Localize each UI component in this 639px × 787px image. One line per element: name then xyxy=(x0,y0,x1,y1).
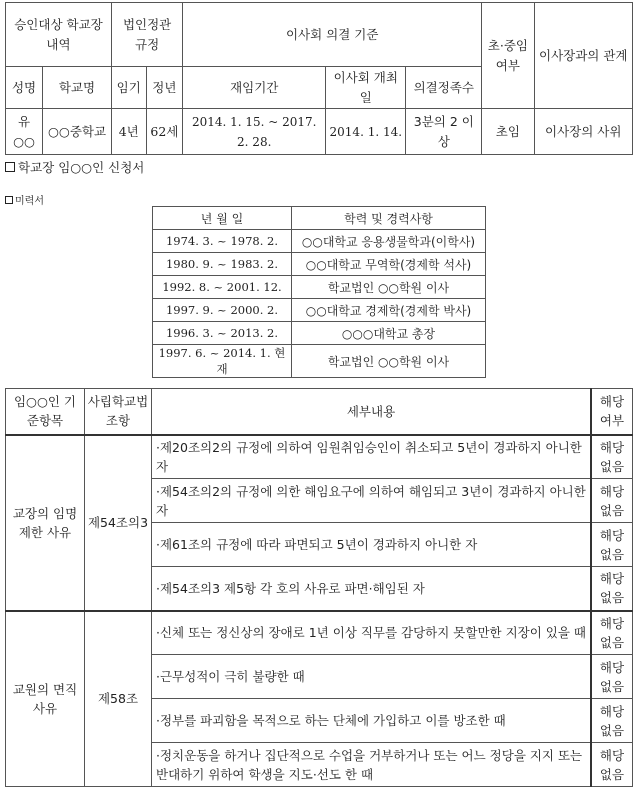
cell-board-date: 2014. 1. 14. xyxy=(326,109,406,155)
criteria-status: 해당없음 xyxy=(591,655,633,699)
application-heading: 학교장 임○○인 신청서 xyxy=(5,158,144,176)
criteria-detail: ·신체 또는 정신상의 장애로 1년 이상 직무를 감당하지 못할만한 지장이 있을 때 xyxy=(152,611,592,655)
resume-heading: 미력서 xyxy=(5,192,44,207)
checkbox-icon xyxy=(5,162,15,172)
table-row xyxy=(153,299,486,322)
criteria-status: 해당없음 xyxy=(591,479,633,523)
group-law: 제58조 xyxy=(85,611,152,787)
resume-detail: 학교법인 ○○학원 이사 xyxy=(292,345,486,378)
criteria-detail: ·제54조의3 제5항 각 호의 사유로 파면·해임된 자 xyxy=(152,567,592,611)
approval-table xyxy=(5,2,633,155)
resume-date: 1974. 3. ~ 1978. 2. xyxy=(153,230,292,253)
relation-header: 이사장과의 관계 xyxy=(534,3,632,109)
table-row xyxy=(153,253,486,276)
resume-detail: ○○대학교 무역학(경제학 석사) xyxy=(292,253,486,276)
resume-date: 1980. 9. ~ 1983. 2. xyxy=(153,253,292,276)
resume-detail: 학교법인 ○○학원 이사 xyxy=(292,276,486,299)
criteria-detail: ·제54조의2의 규정에 의한 해임요구에 의하여 해임되고 3년이 경과하지 아니한 자 xyxy=(152,479,592,523)
subheader-name: 성명 xyxy=(6,67,43,109)
criteria-header-status: 해당여부 xyxy=(591,389,633,435)
first-or-rehire-header: 초·중임 여부 xyxy=(482,3,534,109)
resume-date: 1996. 3. ~ 2013. 2. xyxy=(153,322,292,345)
resume-detail: ○○대학교 경제학(경제학 박사) xyxy=(292,299,486,322)
approval-header: 승인대상 학교장 내역 xyxy=(6,3,112,67)
criteria-detail: ·제61조의 규정에 따라 파면되고 5년이 경과하지 아니한 자 xyxy=(152,523,592,567)
table-row xyxy=(153,322,486,345)
criteria-status: 해당없음 xyxy=(591,523,633,567)
subheader-period: 재임기간 xyxy=(183,67,326,109)
cell-school: ○○중학교 xyxy=(43,109,112,155)
cell-retirement: 62세 xyxy=(146,109,183,155)
group-label: 교장의 임명제한 사유 xyxy=(6,435,85,611)
cell-period: 2014. 1. 15. ~ 2017. 2. 28. xyxy=(183,109,326,155)
resume-date: 1997. 6. ~ 2014. 1. 현재 xyxy=(153,345,292,378)
group-label: 교원의 면직사유 xyxy=(6,611,85,787)
criteria-status: 해당없음 xyxy=(591,435,633,479)
resume-header-date: 년 월 일 xyxy=(153,207,292,230)
board-criteria-header: 이사회 의결 기준 xyxy=(183,3,482,67)
subheader-term: 임기 xyxy=(111,67,146,109)
criteria-status: 해당없음 xyxy=(591,699,633,743)
criteria-status: 해당없음 xyxy=(591,567,633,611)
checkbox-icon xyxy=(5,196,13,204)
criteria-status: 해당없음 xyxy=(591,743,633,787)
resume-detail: ○○대학교 응용생물학과(이학사) xyxy=(292,230,486,253)
resume-date: 1997. 9. ~ 2000. 2. xyxy=(153,299,292,322)
resume-table xyxy=(152,206,486,378)
table-row xyxy=(6,611,633,655)
cell-quorum: 3분의 2 이상 xyxy=(406,109,482,155)
subheader-school: 학교명 xyxy=(43,67,112,109)
cell-name: 유○○ xyxy=(6,109,43,155)
subheader-retirement: 정년 xyxy=(146,67,183,109)
resume-date: 1992. 8. ~ 2001. 12. xyxy=(153,276,292,299)
subheader-board-date: 이사회 개최일 xyxy=(326,67,406,109)
criteria-detail: ·정부를 파괴함을 목적으로 하는 단체에 가입하고 이를 방조한 때 xyxy=(152,699,592,743)
group-law: 제54조의3 xyxy=(85,435,152,611)
table-row xyxy=(6,435,633,479)
table-row xyxy=(153,345,486,378)
cell-relation: 이사장의 사위 xyxy=(534,109,632,155)
criteria-detail: ·근무성적이 극히 불량한 때 xyxy=(152,655,592,699)
subheader-quorum: 의결정족수 xyxy=(406,67,482,109)
criteria-detail: ·정치운동을 하거나 집단적으로 수업을 거부하거나 또는 어느 정당을 지지 또는 반대하기 위하여 학생을 지도·선도 한 때 xyxy=(152,743,592,787)
cell-status: 초임 xyxy=(482,109,534,155)
criteria-table xyxy=(5,388,633,787)
criteria-header-law: 사립학교법 조항 xyxy=(85,389,152,435)
corporate-rule-header: 법인정관 규정 xyxy=(111,3,182,67)
criteria-header-item: 임○○인 기준항목 xyxy=(6,389,85,435)
table-row xyxy=(153,276,486,299)
cell-term: 4년 xyxy=(111,109,146,155)
resume-detail: ○○○대학교 총장 xyxy=(292,322,486,345)
table-row xyxy=(153,230,486,253)
criteria-header-detail: 세부내용 xyxy=(152,389,592,435)
criteria-status: 해당없음 xyxy=(591,611,633,655)
resume-header-detail: 학력 및 경력사항 xyxy=(292,207,486,230)
criteria-detail: ·제20조의2의 규정에 의하여 임원취임승인이 취소되고 5년이 경과하지 아니한 자 xyxy=(152,435,592,479)
